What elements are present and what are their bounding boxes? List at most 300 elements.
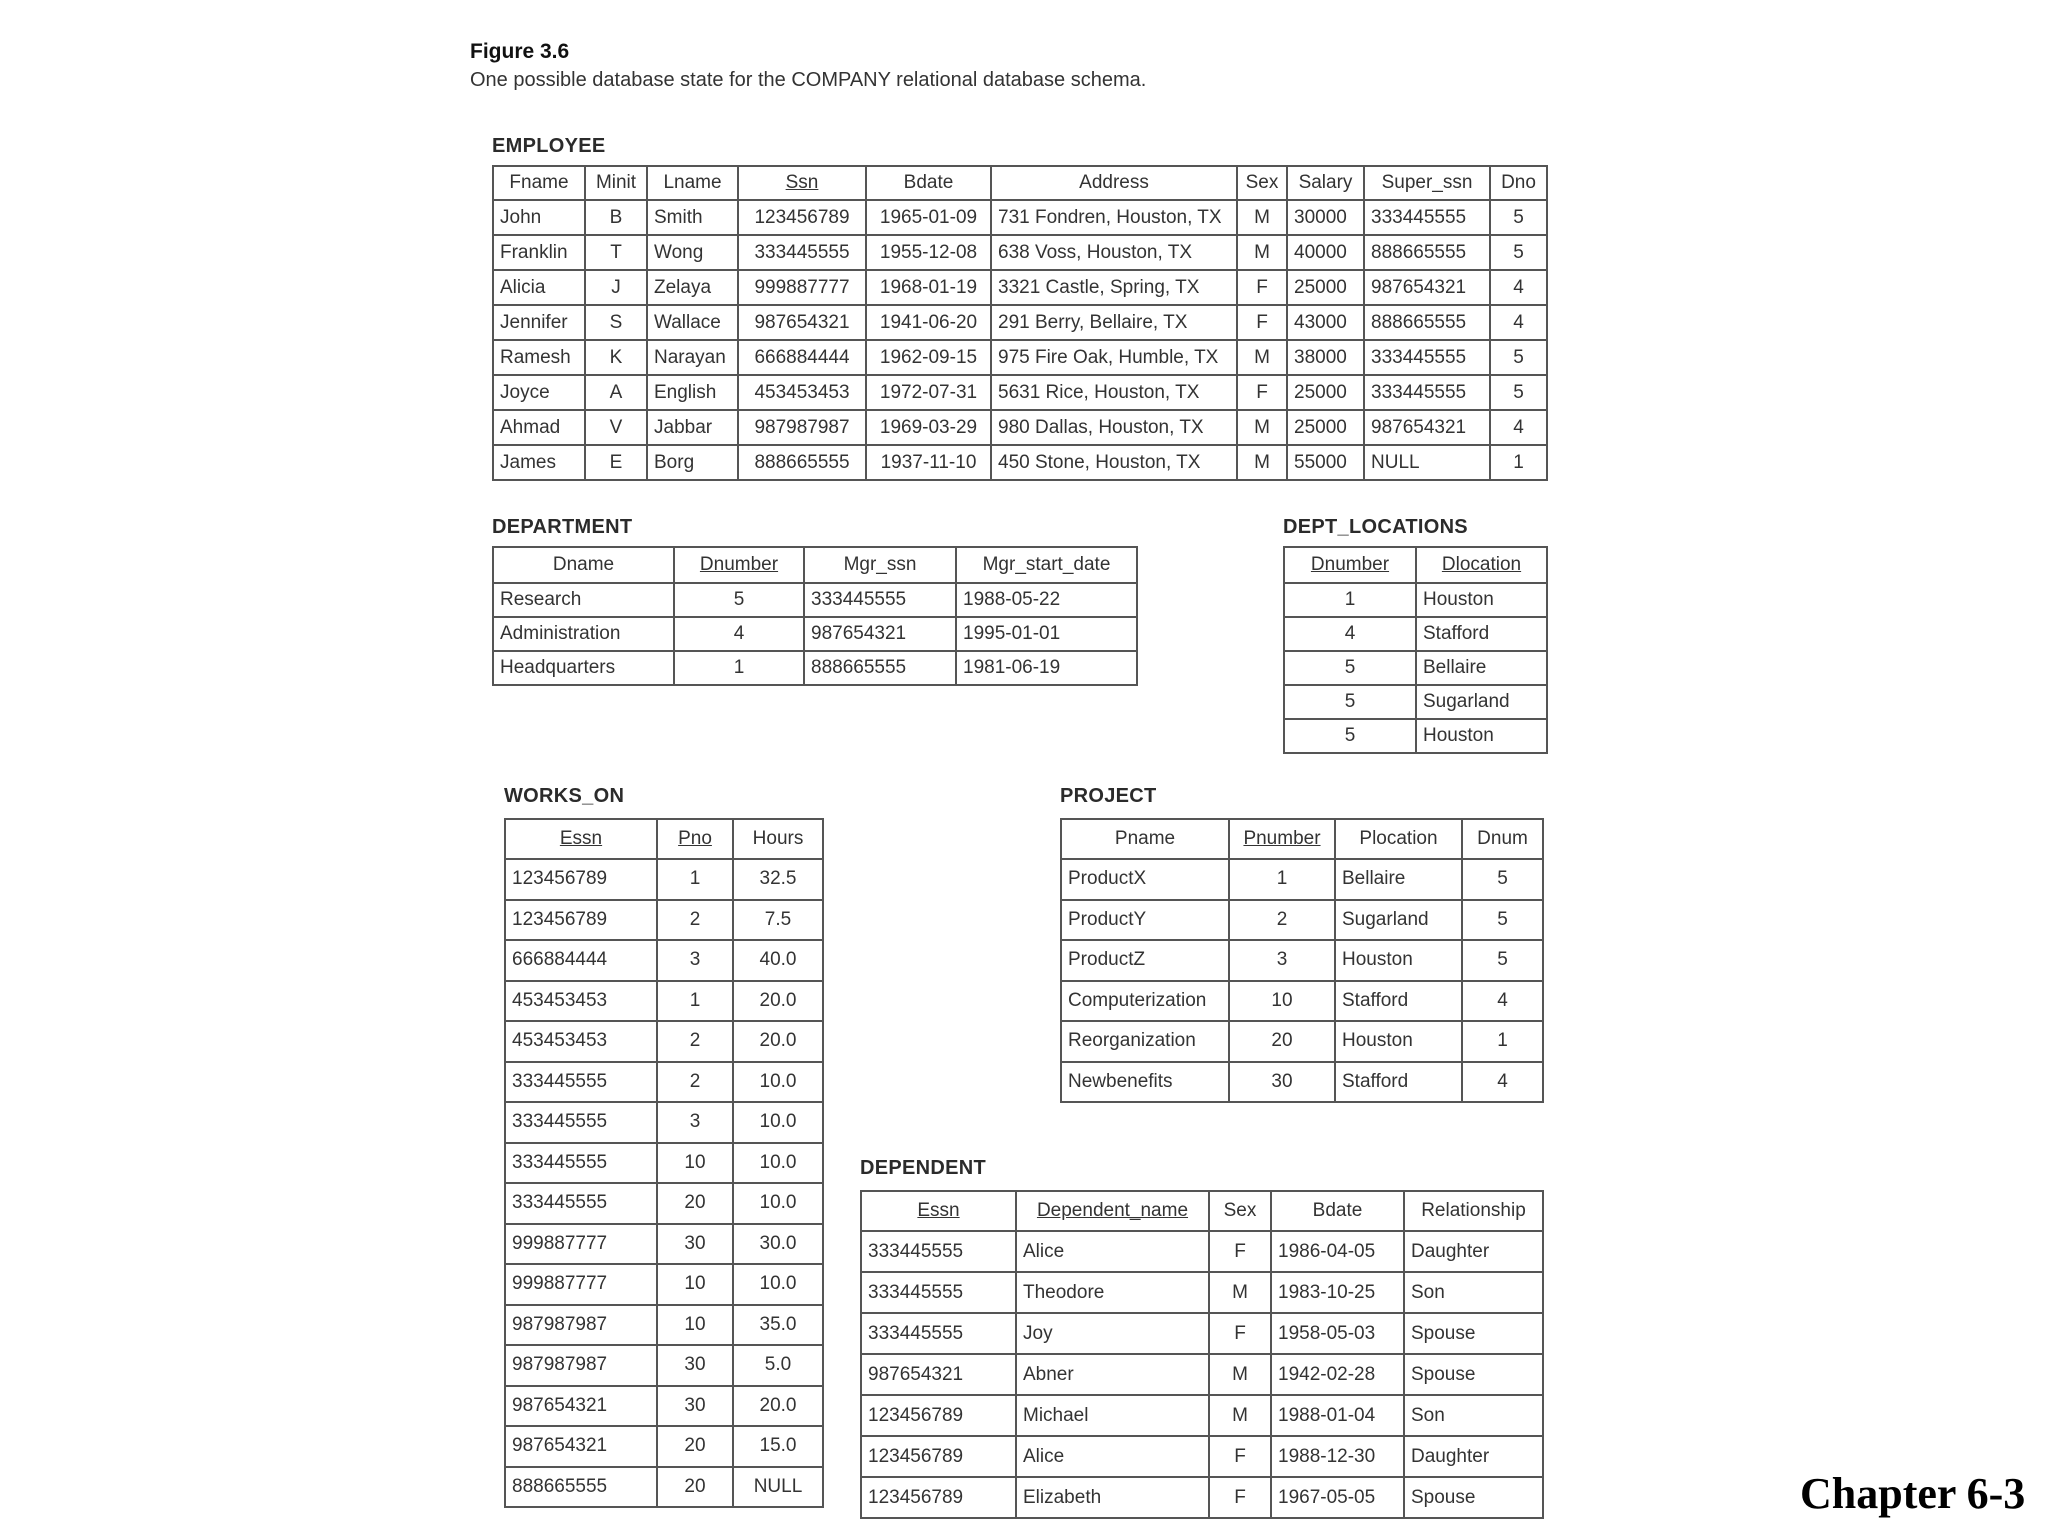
column-header-label: Plocation bbox=[1359, 828, 1438, 849]
project-table bbox=[1060, 818, 1544, 1103]
cell-sex: M bbox=[1209, 1272, 1271, 1313]
cell-dnum: 4 bbox=[1462, 1062, 1543, 1103]
cell-essn: 453453453 bbox=[505, 981, 657, 1022]
cell-dno: 4 bbox=[1490, 270, 1547, 305]
cell-dno: 4 bbox=[1490, 305, 1547, 340]
cell-bdate: 1958-05-03 bbox=[1271, 1313, 1404, 1354]
cell-minit: E bbox=[585, 445, 647, 480]
cell-sex: M bbox=[1237, 410, 1287, 445]
cell-super-ssn: NULL bbox=[1364, 445, 1490, 480]
column-header-minit bbox=[585, 166, 647, 200]
table-row bbox=[861, 1436, 1543, 1477]
cell-super-ssn: 333445555 bbox=[1364, 375, 1490, 410]
cell-mgr-ssn: 987654321 bbox=[804, 617, 956, 651]
cell-sex: M bbox=[1237, 235, 1287, 270]
cell-hours: 7.5 bbox=[733, 900, 823, 941]
cell-pno: 20 bbox=[657, 1426, 733, 1467]
cell-relationship: Spouse bbox=[1404, 1354, 1543, 1395]
table-row bbox=[1061, 1062, 1543, 1103]
table-row bbox=[1061, 981, 1543, 1022]
cell-sex: M bbox=[1237, 340, 1287, 375]
column-header-label: Pname bbox=[1114, 828, 1176, 849]
column-header-label: Dependent_name bbox=[1036, 1200, 1189, 1221]
cell-dnumber: 5 bbox=[1284, 685, 1416, 719]
cell-pname: Newbenefits bbox=[1061, 1062, 1229, 1103]
table-row bbox=[505, 981, 823, 1022]
column-header-pname bbox=[1061, 819, 1229, 859]
cell-lname: Wong bbox=[647, 235, 738, 270]
table-row bbox=[1284, 719, 1547, 753]
dept-locations-table-title: DEPT_LOCATIONS bbox=[1283, 516, 1468, 538]
column-header-label: Fname bbox=[509, 172, 569, 193]
column-header-pnumber bbox=[1229, 819, 1335, 859]
cell-dnum: 4 bbox=[1462, 981, 1543, 1022]
cell-hours: 10.0 bbox=[733, 1062, 823, 1103]
cell-plocation: Stafford bbox=[1335, 981, 1462, 1022]
column-header-relationship bbox=[1404, 1191, 1543, 1231]
cell-pno: 3 bbox=[657, 1102, 733, 1143]
table-row bbox=[505, 1102, 823, 1143]
cell-dnumber: 4 bbox=[1284, 617, 1416, 651]
cell-dno: 5 bbox=[1490, 200, 1547, 235]
cell-bdate: 1962-09-15 bbox=[866, 340, 991, 375]
column-header-label: Mgr_ssn bbox=[843, 554, 917, 575]
cell-address: 638 Voss, Houston, TX bbox=[991, 235, 1237, 270]
table-row bbox=[493, 235, 1547, 270]
cell-dlocation: Bellaire bbox=[1416, 651, 1547, 685]
cell-bdate: 1972-07-31 bbox=[866, 375, 991, 410]
table-row bbox=[861, 1354, 1543, 1395]
table-row bbox=[1284, 617, 1547, 651]
dependent-header-row bbox=[861, 1191, 1543, 1231]
cell-super-ssn: 333445555 bbox=[1364, 200, 1490, 235]
column-header-essn bbox=[861, 1191, 1016, 1231]
cell-address: 3321 Castle, Spring, TX bbox=[991, 270, 1237, 305]
column-header-label: Ssn bbox=[785, 172, 819, 193]
table-row bbox=[493, 200, 1547, 235]
column-header-lname bbox=[647, 166, 738, 200]
figure-caption: One possible database state for the COMPANY relational database schema. bbox=[470, 69, 1147, 91]
cell-minit: T bbox=[585, 235, 647, 270]
cell-pno: 30 bbox=[657, 1386, 733, 1427]
cell-plocation: Houston bbox=[1335, 1021, 1462, 1062]
cell-pnumber: 1 bbox=[1229, 859, 1335, 900]
table-row bbox=[505, 1224, 823, 1265]
column-header-label: Bdate bbox=[903, 172, 954, 193]
cell-pno: 1 bbox=[657, 981, 733, 1022]
cell-ssn: 666884444 bbox=[738, 340, 866, 375]
works-on-table-title: WORKS_ON bbox=[504, 785, 625, 807]
column-header-label: Relationship bbox=[1421, 1200, 1526, 1221]
cell-dnum: 5 bbox=[1462, 940, 1543, 981]
cell-ssn: 453453453 bbox=[738, 375, 866, 410]
cell-mgr-start-date: 1995-01-01 bbox=[956, 617, 1137, 651]
cell-pno: 2 bbox=[657, 900, 733, 941]
cell-dnum: 5 bbox=[1462, 859, 1543, 900]
cell-essn: 333445555 bbox=[861, 1272, 1016, 1313]
cell-essn: 999887777 bbox=[505, 1264, 657, 1305]
cell-ssn: 333445555 bbox=[738, 235, 866, 270]
table-row bbox=[493, 375, 1547, 410]
cell-hours: 10.0 bbox=[733, 1264, 823, 1305]
cell-address: 291 Berry, Bellaire, TX bbox=[991, 305, 1237, 340]
column-header-pno bbox=[657, 819, 733, 859]
cell-pno: 1 bbox=[657, 859, 733, 900]
cell-bdate: 1955-12-08 bbox=[866, 235, 991, 270]
column-header-label: Dlocation bbox=[1441, 554, 1522, 575]
table-row bbox=[1284, 583, 1547, 617]
employee-header-row bbox=[493, 166, 1547, 200]
cell-super-ssn: 333445555 bbox=[1364, 340, 1490, 375]
table-row bbox=[1284, 651, 1547, 685]
table-row bbox=[505, 859, 823, 900]
cell-dnumber: 1 bbox=[1284, 583, 1416, 617]
cell-pno: 30 bbox=[657, 1224, 733, 1265]
cell-dno: 1 bbox=[1490, 445, 1547, 480]
cell-ssn: 987654321 bbox=[738, 305, 866, 340]
cell-lname: Borg bbox=[647, 445, 738, 480]
cell-lname: English bbox=[647, 375, 738, 410]
cell-essn: 987654321 bbox=[505, 1426, 657, 1467]
table-row bbox=[493, 651, 1137, 685]
cell-bdate: 1967-05-05 bbox=[1271, 1477, 1404, 1518]
table-row bbox=[493, 617, 1137, 651]
cell-dnumber: 1 bbox=[674, 651, 804, 685]
cell-mgr-ssn: 333445555 bbox=[804, 583, 956, 617]
cell-dependent-name: Alice bbox=[1016, 1231, 1209, 1272]
cell-dependent-name: Alice bbox=[1016, 1436, 1209, 1477]
cell-hours: 20.0 bbox=[733, 1021, 823, 1062]
cell-minit: V bbox=[585, 410, 647, 445]
cell-pname: Computerization bbox=[1061, 981, 1229, 1022]
column-header-label: Mgr_start_date bbox=[982, 554, 1111, 575]
cell-minit: B bbox=[585, 200, 647, 235]
dependent-table bbox=[860, 1190, 1544, 1519]
cell-address: 5631 Rice, Houston, TX bbox=[991, 375, 1237, 410]
column-header-label: Dnumber bbox=[1310, 554, 1390, 575]
cell-bdate: 1969-03-29 bbox=[866, 410, 991, 445]
cell-minit: J bbox=[585, 270, 647, 305]
works-on-header-row bbox=[505, 819, 823, 859]
cell-minit: K bbox=[585, 340, 647, 375]
column-header-label: Bdate bbox=[1312, 1200, 1363, 1221]
department-table bbox=[492, 546, 1138, 686]
cell-pno: 10 bbox=[657, 1264, 733, 1305]
column-header-mgr-ssn bbox=[804, 547, 956, 583]
cell-dependent-name: Abner bbox=[1016, 1354, 1209, 1395]
column-header-label: Essn bbox=[917, 1200, 960, 1221]
cell-super-ssn: 888665555 bbox=[1364, 235, 1490, 270]
cell-dlocation: Stafford bbox=[1416, 617, 1547, 651]
cell-hours: 20.0 bbox=[733, 981, 823, 1022]
table-row bbox=[505, 1386, 823, 1427]
column-header-dlocation bbox=[1416, 547, 1547, 583]
table-row bbox=[861, 1395, 1543, 1436]
cell-relationship: Daughter bbox=[1404, 1231, 1543, 1272]
table-row bbox=[493, 410, 1547, 445]
cell-pno: 20 bbox=[657, 1183, 733, 1224]
dependent-table-title: DEPENDENT bbox=[860, 1157, 987, 1179]
cell-bdate: 1983-10-25 bbox=[1271, 1272, 1404, 1313]
cell-dnumber: 5 bbox=[1284, 719, 1416, 753]
cell-relationship: Daughter bbox=[1404, 1436, 1543, 1477]
cell-hours: 32.5 bbox=[733, 859, 823, 900]
column-header-label: Pno bbox=[678, 828, 712, 849]
table-row bbox=[505, 1305, 823, 1346]
employee-table-title: EMPLOYEE bbox=[492, 135, 606, 157]
table-row bbox=[1284, 685, 1547, 719]
cell-lname: Zelaya bbox=[647, 270, 738, 305]
cell-fname: Jennifer bbox=[493, 305, 585, 340]
column-header-super-ssn bbox=[1364, 166, 1490, 200]
column-header-sex bbox=[1237, 166, 1287, 200]
cell-essn: 333445555 bbox=[505, 1062, 657, 1103]
cell-essn: 123456789 bbox=[505, 900, 657, 941]
cell-essn: 987654321 bbox=[861, 1354, 1016, 1395]
column-header-salary bbox=[1287, 166, 1364, 200]
cell-super-ssn: 987654321 bbox=[1364, 410, 1490, 445]
cell-bdate: 1942-02-28 bbox=[1271, 1354, 1404, 1395]
cell-ssn: 888665555 bbox=[738, 445, 866, 480]
cell-sex: F bbox=[1209, 1436, 1271, 1477]
table-row bbox=[505, 1183, 823, 1224]
cell-relationship: Spouse bbox=[1404, 1477, 1543, 1518]
cell-pno: 3 bbox=[657, 940, 733, 981]
column-header-label: Dnum bbox=[1477, 828, 1528, 849]
column-header-label: Dno bbox=[1501, 172, 1536, 193]
cell-pnumber: 10 bbox=[1229, 981, 1335, 1022]
cell-hours: 35.0 bbox=[733, 1305, 823, 1346]
column-header-dnumber bbox=[1284, 547, 1416, 583]
cell-dnumber: 5 bbox=[1284, 651, 1416, 685]
cell-essn: 987987987 bbox=[505, 1305, 657, 1346]
cell-fname: Joyce bbox=[493, 375, 585, 410]
cell-pno: 20 bbox=[657, 1467, 733, 1508]
cell-sex: M bbox=[1237, 445, 1287, 480]
cell-dependent-name: Elizabeth bbox=[1016, 1477, 1209, 1518]
column-header-plocation bbox=[1335, 819, 1462, 859]
cell-salary: 25000 bbox=[1287, 270, 1364, 305]
cell-essn: 987654321 bbox=[505, 1386, 657, 1427]
cell-lname: Wallace bbox=[647, 305, 738, 340]
table-row bbox=[505, 1467, 823, 1508]
cell-hours: 10.0 bbox=[733, 1102, 823, 1143]
cell-essn: 123456789 bbox=[861, 1436, 1016, 1477]
table-row bbox=[493, 583, 1137, 617]
cell-address: 975 Fire Oak, Humble, TX bbox=[991, 340, 1237, 375]
cell-sex: M bbox=[1209, 1354, 1271, 1395]
cell-salary: 38000 bbox=[1287, 340, 1364, 375]
works-on-table bbox=[504, 818, 824, 1508]
cell-ssn: 987987987 bbox=[738, 410, 866, 445]
cell-sex: M bbox=[1209, 1395, 1271, 1436]
cell-hours: 20.0 bbox=[733, 1386, 823, 1427]
column-header-fname bbox=[493, 166, 585, 200]
table-row bbox=[1061, 940, 1543, 981]
column-header-label: Salary bbox=[1298, 172, 1353, 193]
cell-dlocation: Sugarland bbox=[1416, 685, 1547, 719]
cell-fname: Alicia bbox=[493, 270, 585, 305]
cell-bdate: 1937-11-10 bbox=[866, 445, 991, 480]
column-header-bdate bbox=[866, 166, 991, 200]
cell-sex: F bbox=[1209, 1313, 1271, 1354]
cell-essn: 123456789 bbox=[505, 859, 657, 900]
cell-relationship: Spouse bbox=[1404, 1313, 1543, 1354]
cell-pname: ProductZ bbox=[1061, 940, 1229, 981]
cell-dno: 5 bbox=[1490, 375, 1547, 410]
cell-dlocation: Houston bbox=[1416, 719, 1547, 753]
cell-salary: 30000 bbox=[1287, 200, 1364, 235]
column-header-label: Super_ssn bbox=[1381, 172, 1473, 193]
table-row bbox=[1061, 1021, 1543, 1062]
cell-plocation: Bellaire bbox=[1335, 859, 1462, 900]
cell-essn: 333445555 bbox=[861, 1231, 1016, 1272]
table-row bbox=[493, 445, 1547, 480]
cell-essn: 333445555 bbox=[505, 1143, 657, 1184]
table-row bbox=[505, 900, 823, 941]
cell-salary: 25000 bbox=[1287, 410, 1364, 445]
cell-dnumber: 5 bbox=[674, 583, 804, 617]
cell-hours: 30.0 bbox=[733, 1224, 823, 1265]
cell-super-ssn: 987654321 bbox=[1364, 270, 1490, 305]
cell-essn: 987987987 bbox=[505, 1345, 657, 1386]
cell-hours: NULL bbox=[733, 1467, 823, 1508]
cell-bdate: 1988-12-30 bbox=[1271, 1436, 1404, 1477]
figure-title: Figure 3.6 bbox=[470, 40, 570, 63]
table-row bbox=[493, 270, 1547, 305]
table-row bbox=[1061, 900, 1543, 941]
cell-lname: Narayan bbox=[647, 340, 738, 375]
cell-pname: ProductY bbox=[1061, 900, 1229, 941]
table-row bbox=[505, 1426, 823, 1467]
cell-pno: 10 bbox=[657, 1143, 733, 1184]
employee-table bbox=[492, 165, 1548, 481]
column-header-label: Sex bbox=[1223, 1200, 1257, 1221]
column-header-dnum bbox=[1462, 819, 1543, 859]
table-row bbox=[505, 1021, 823, 1062]
cell-fname: Ramesh bbox=[493, 340, 585, 375]
cell-minit: S bbox=[585, 305, 647, 340]
column-header-label: Dnumber bbox=[699, 554, 779, 575]
cell-sex: F bbox=[1237, 375, 1287, 410]
cell-essn: 333445555 bbox=[861, 1313, 1016, 1354]
cell-essn: 999887777 bbox=[505, 1224, 657, 1265]
cell-dependent-name: Michael bbox=[1016, 1395, 1209, 1436]
column-header-label: Address bbox=[1079, 172, 1149, 193]
table-row bbox=[861, 1272, 1543, 1313]
column-header-address bbox=[991, 166, 1237, 200]
cell-dlocation: Houston bbox=[1416, 583, 1547, 617]
cell-address: 450 Stone, Houston, TX bbox=[991, 445, 1237, 480]
cell-salary: 40000 bbox=[1287, 235, 1364, 270]
cell-dno: 5 bbox=[1490, 235, 1547, 270]
column-header-sex bbox=[1209, 1191, 1271, 1231]
table-row bbox=[493, 305, 1547, 340]
cell-ssn: 999887777 bbox=[738, 270, 866, 305]
cell-pno: 30 bbox=[657, 1345, 733, 1386]
cell-dnum: 5 bbox=[1462, 900, 1543, 941]
chapter-label: Chapter 6-3 bbox=[1800, 1469, 2026, 1518]
cell-sex: M bbox=[1237, 200, 1287, 235]
column-header-mgr-start-date bbox=[956, 547, 1137, 583]
project-header-row bbox=[1061, 819, 1543, 859]
cell-dnumber: 4 bbox=[674, 617, 804, 651]
cell-essn: 333445555 bbox=[505, 1102, 657, 1143]
column-header-label: Minit bbox=[595, 172, 637, 193]
cell-dependent-name: Theodore bbox=[1016, 1272, 1209, 1313]
dept-locations-header-row bbox=[1284, 547, 1547, 583]
column-header-label: Essn bbox=[559, 828, 603, 849]
column-header-essn bbox=[505, 819, 657, 859]
table-row bbox=[505, 1264, 823, 1305]
cell-essn: 123456789 bbox=[861, 1395, 1016, 1436]
column-header-bdate bbox=[1271, 1191, 1404, 1231]
cell-dno: 4 bbox=[1490, 410, 1547, 445]
table-row bbox=[505, 1345, 823, 1386]
column-header-label: Dname bbox=[552, 554, 615, 575]
column-header-label: Pnumber bbox=[1243, 828, 1321, 849]
column-header-hours bbox=[733, 819, 823, 859]
cell-pno: 2 bbox=[657, 1021, 733, 1062]
cell-dname: Administration bbox=[493, 617, 674, 651]
cell-dname: Research bbox=[493, 583, 674, 617]
cell-pno: 10 bbox=[657, 1305, 733, 1346]
cell-dname: Headquarters bbox=[493, 651, 674, 685]
cell-hours: 40.0 bbox=[733, 940, 823, 981]
cell-bdate: 1988-01-04 bbox=[1271, 1395, 1404, 1436]
cell-essn: 333445555 bbox=[505, 1183, 657, 1224]
cell-dnum: 1 bbox=[1462, 1021, 1543, 1062]
cell-bdate: 1986-04-05 bbox=[1271, 1231, 1404, 1272]
cell-salary: 43000 bbox=[1287, 305, 1364, 340]
cell-essn: 666884444 bbox=[505, 940, 657, 981]
department-header-row bbox=[493, 547, 1137, 583]
table-row bbox=[505, 940, 823, 981]
department-table-title: DEPARTMENT bbox=[492, 516, 633, 538]
column-header-ssn bbox=[738, 166, 866, 200]
cell-hours: 5.0 bbox=[733, 1345, 823, 1386]
cell-sex: F bbox=[1237, 305, 1287, 340]
cell-plocation: Sugarland bbox=[1335, 900, 1462, 941]
cell-pnumber: 20 bbox=[1229, 1021, 1335, 1062]
cell-mgr-start-date: 1981-06-19 bbox=[956, 651, 1137, 685]
cell-sex: F bbox=[1209, 1231, 1271, 1272]
column-header-dnumber bbox=[674, 547, 804, 583]
cell-mgr-ssn: 888665555 bbox=[804, 651, 956, 685]
cell-relationship: Son bbox=[1404, 1272, 1543, 1313]
cell-essn: 888665555 bbox=[505, 1467, 657, 1508]
cell-bdate: 1965-01-09 bbox=[866, 200, 991, 235]
column-header-dependent-name bbox=[1016, 1191, 1209, 1231]
cell-bdate: 1941-06-20 bbox=[866, 305, 991, 340]
cell-dependent-name: Joy bbox=[1016, 1313, 1209, 1354]
cell-dno: 5 bbox=[1490, 340, 1547, 375]
table-row bbox=[505, 1062, 823, 1103]
cell-fname: Franklin bbox=[493, 235, 585, 270]
cell-fname: James bbox=[493, 445, 585, 480]
cell-plocation: Houston bbox=[1335, 940, 1462, 981]
cell-fname: Ahmad bbox=[493, 410, 585, 445]
dept-locations-table bbox=[1283, 546, 1548, 754]
cell-hours: 10.0 bbox=[733, 1183, 823, 1224]
cell-hours: 10.0 bbox=[733, 1143, 823, 1184]
table-row bbox=[493, 340, 1547, 375]
column-header-label: Sex bbox=[1245, 172, 1279, 193]
cell-sex: F bbox=[1237, 270, 1287, 305]
table-row bbox=[861, 1313, 1543, 1354]
column-header-dname bbox=[493, 547, 674, 583]
cell-mgr-start-date: 1988-05-22 bbox=[956, 583, 1137, 617]
